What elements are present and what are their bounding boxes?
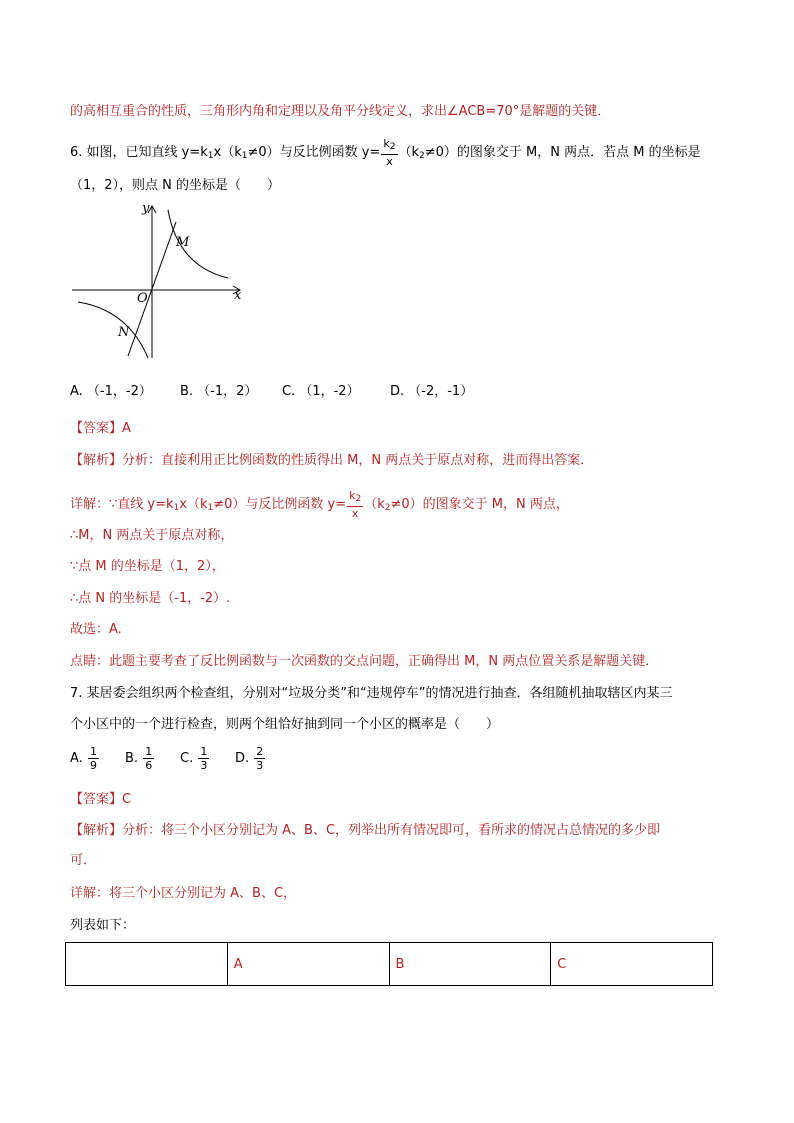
subscript: 2 <box>389 142 396 152</box>
fraction <box>254 745 265 772</box>
fraction <box>88 745 99 772</box>
subscript: 2 <box>355 494 362 504</box>
table-cell: C <box>551 943 713 986</box>
probability-table <box>65 942 713 986</box>
frac-den: x <box>351 507 359 520</box>
frac-den: 3 <box>256 759 264 772</box>
frac-den: 9 <box>89 759 97 772</box>
table-cell: A <box>227 943 389 986</box>
q7-detail: 详解：将三个小区分别记为 A、B、C， <box>70 886 297 901</box>
q6-detail-text: ≠0）与反比例函数 y= <box>213 497 347 512</box>
fraction <box>198 745 209 772</box>
q6-option-a: A. （-1，-2） <box>70 384 152 399</box>
table-cell: B <box>389 943 551 986</box>
q6-step-3: ∴点 N 的坐标是（-1，-2）. <box>70 591 231 606</box>
subscript: 2 <box>384 503 391 513</box>
frac-den: x <box>386 155 393 168</box>
q6-option-d: D. （-2，-1） <box>390 384 474 399</box>
q7-option-d <box>235 745 266 773</box>
q7-option-c <box>180 745 235 773</box>
frac-num: k <box>349 489 356 502</box>
frac-den: 6 <box>145 759 153 772</box>
subscript: 1 <box>173 503 180 513</box>
q7-table-intro: 列表如下： <box>70 918 136 933</box>
q6-stem-line2: （1，2），则点 N 的坐标是（ ） <box>70 178 281 193</box>
table-cell <box>66 943 228 986</box>
option-label: B. <box>125 751 139 766</box>
option-label: C. <box>180 751 194 766</box>
q6-options <box>70 382 473 402</box>
q7-option-b <box>125 745 180 773</box>
function-graph <box>70 198 250 363</box>
prev-text-a: 的高相互重合的性质，三角形内角和定理以及角平分线定义，求出 <box>70 104 448 119</box>
q6-detail-text: ≠0）的图象交于 M，N 两点， <box>390 497 569 512</box>
q6-answer: 【答案】A <box>70 421 131 436</box>
q6-stem-line1 <box>70 137 701 168</box>
frac-den: 3 <box>200 759 208 772</box>
fraction-k2-x <box>347 489 363 520</box>
point-m-label: M <box>176 235 190 250</box>
q6-option-b: B. （-1，2） <box>180 384 258 399</box>
q7-analysis-line2: 可． <box>70 853 97 868</box>
q6-option-c: C. （1，-2） <box>282 384 360 399</box>
q6-text: （k <box>398 145 420 160</box>
q7-stem-line2: 个小区中的一个进行检查，则两个组恰好抽到同一个小区的概率是（ ） <box>70 717 500 732</box>
fraction-k2-x <box>381 137 397 168</box>
subscript: 2 <box>419 151 425 161</box>
option-label: A. <box>70 751 83 766</box>
frac-num: 1 <box>145 745 153 758</box>
q6-choose: 故选：A. <box>70 622 122 637</box>
frac-num: 1 <box>89 745 97 758</box>
q7-option-a <box>70 745 125 773</box>
q6-detail-text: （k <box>364 497 385 512</box>
subscript: 1 <box>207 151 214 161</box>
q6-comment: 点睛：此题主要考查了反比例函数与一次函数的交点问题，正确得出 M，N 两点位置关系是解题关键． <box>70 654 659 669</box>
point-n-label: N <box>118 325 130 340</box>
origin-label: O <box>137 291 148 306</box>
q6-detail-text: 详解：∵直线 y=k <box>70 497 174 512</box>
q6-detail <box>70 489 569 520</box>
fraction <box>143 745 154 772</box>
q6-text: ≠0）与反比例函数 y= <box>247 145 381 160</box>
q6-step-1: ∴M，N 两点关于原点对称， <box>70 528 234 543</box>
option-label: D. <box>235 751 250 766</box>
q6-step-2: ∵点 M 的坐标是（1，2）， <box>70 559 225 574</box>
frac-num: 1 <box>200 745 208 758</box>
q6-analysis-text: 【解析】分析：直接利用正比例函数的性质得出 M，N 两点关于原点对称，进而得出答案． <box>70 453 594 468</box>
prev-text-line <box>70 102 610 122</box>
q7-analysis-line1: 【解析】分析：将三个小区分别记为 A、B、C，列举出所有情况即可，看所求的情况占总情况的多少即 <box>70 823 661 838</box>
subscript: 1 <box>241 151 248 161</box>
q6-detail-text: x（k <box>179 497 208 512</box>
q7-options <box>70 745 266 773</box>
q6-text: 6. 如图，已知直线 y=k <box>70 145 208 160</box>
y-axis-label: y <box>142 201 150 216</box>
frac-num: k <box>383 137 390 150</box>
x-axis-label: x <box>234 288 242 303</box>
q6-text: ≠0）的图象交于 M，N 两点．若点 M 的坐标是 <box>424 145 701 160</box>
table-row <box>66 943 713 986</box>
q7-answer: 【答案】C <box>70 792 132 807</box>
q6-analysis <box>70 451 593 471</box>
prev-text-b: ∠ACB=70°是解题的关键． <box>447 104 611 119</box>
frac-num: 2 <box>256 745 264 758</box>
q7-stem-line1: 7. 某居委会组织两个检查组，分别对“垃圾分类”和“违规停车”的情况进行抽查．各组随机抽取辖区内某三 <box>70 686 673 701</box>
q6-text: x（k <box>213 145 242 160</box>
subscript: 1 <box>207 503 214 513</box>
